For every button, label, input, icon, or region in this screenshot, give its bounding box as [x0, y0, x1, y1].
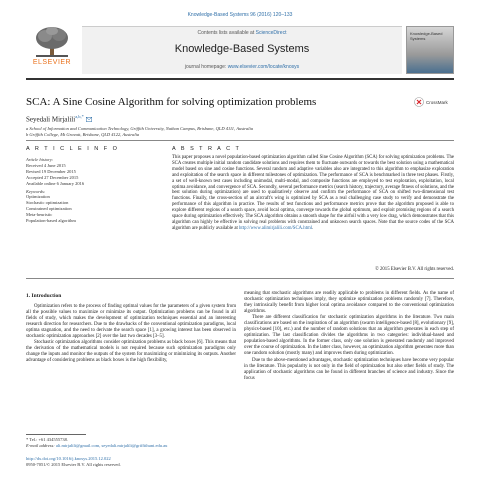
body-column-right	[244, 291, 454, 382]
footnote-rule	[26, 434, 86, 435]
crossmark-button[interactable]	[414, 96, 454, 108]
journal-cover-thumbnail[interactable]	[406, 26, 454, 74]
crossmark-label: CrossMark	[426, 99, 448, 105]
keyword: Population-based algorithm	[26, 218, 76, 223]
author-marks[interactable]: a,b,*	[75, 114, 84, 119]
journal-name: Knowledge-Based Systems	[174, 43, 310, 55]
intro-paragraph: Stochastic optimization algorithms consider optimization problems as black boxes [6]. This means that the derivation of the mathematical models is not required because such optimization paradigms only change the inputs and monitor the outputs of the system for maximizing or minimizing its outputs. Another advantage of considering problems as black boxes is the high flexibility,	[26, 340, 236, 364]
source-code-link[interactable]: http://www.alimirjalili.com/SCA.html	[239, 225, 313, 231]
article-title: SCA: A Sine Cosine Algorithm for solving optimization problems	[26, 96, 317, 108]
intro-heading: 1. Introduction	[26, 293, 62, 299]
footnote-corresponding: * Tel.: +61 434555738.	[26, 437, 69, 442]
author-email-link[interactable]: ali.mirjalili@gmail.com, seyedali.mirjalili@griffithuni.edu.au	[55, 443, 168, 448]
email-label: E-mail address:	[26, 443, 56, 448]
journal-homepage-link[interactable]: www.elsevier.com/locate/knosys	[227, 64, 300, 70]
keyword: Stochastic optimization	[26, 200, 69, 205]
info-top-rule	[26, 140, 454, 141]
footnote-doi	[26, 456, 236, 462]
sciencedirect-link[interactable]: ScienceDirect	[255, 30, 287, 36]
elsevier-logo[interactable]	[26, 26, 78, 74]
keyword: Constrained optimization	[26, 206, 72, 211]
doi-link[interactable]: http://dx.doi.org/10.1016/j.knosys.2015.12.022	[26, 456, 111, 461]
intro-paragraph: meaning that stochastic algorithms are readily applicable to problems in different fields. As the name of stochastic optimization techniques imply, they optimize optimization problems randomly [7]. Therefore, they intrinsically benefit from higher local optima avoidance compared to the conventional optimization algorithms.	[244, 291, 454, 315]
abstract-text: This paper proposes a novel population-based optimization algorithm called Sine Cosine Algorithm (SCA) for solving optimization problems. The SCA creates multiple initial random candidate solutions and requires them to fluctuate outwards or towards the best solution using a mathematical model based on sine and cosine functions. Several random and adaptive variables also are integrated to this algorithm to emphasize exploration and exploitation of the search space in different milestones of optimization. The performance of SCA is benchmarked in three test phases. Firstly, a set of well-known test cases including unimodal, multi-modal, and composite functions are employed to test exploration, exploitation, local optima avoidance, and convergence of SCA. Secondly, several performance metrics (search history, trajectory, average fitness of solutions, and the best solution during optimization) are used to qualitatively observe and confirm the performance of SCA on shifted two-dimensional test functions. Finally, the cross-section of an aircraft's wing is optimized by SCA as a real challenging case study to verify and demonstrate the performance of this algorithm in practice. The results of test functions and performance metrics prove that the algorithm proposed is able to explore different regions of a search space, avoid local optima, converge towards the global optimum, and exploit promising regions of a search space during optimization effectively. The SCA algorithm obtains a smooth shape for the airfoil with a very low drag, which demonstrates that this algorithm can highly be effective in solving real problems with constrained and unknown search spaces. Note that the source codes of the SCA algorithm are publicly available at	[172, 155, 454, 231]
keyword: Meta-heuristic	[26, 212, 53, 217]
publisher-logo-text: ELSEVIER	[32, 59, 72, 66]
author-name[interactable]: Seyedali Mirjalili	[26, 115, 76, 124]
journal-citation[interactable]: Knowledge-Based Systems 96 (2016) 120–133	[187, 12, 293, 18]
intro-paragraph: There are different classification for stochastic optimization algorithms in the literature. Two main classifications are based on the inspiration of an algorithm (swarm intelligence-based [8], evolutionary [9], physics-based [10], etc.) and the number of random solutions that an algorithm generates in each step of optimization. The last classification divides the algorithms in two categories: individual-based and population-based algorithms. In the former class, only one solution is generated randomly and improved over the course of optimization. In the latter class, however, an optimization algorithm generates more than one random solution (mostly many) and improves them during optimization.	[244, 315, 454, 357]
elsevier-tree-icon	[32, 26, 72, 58]
history-revised: Revised 19 December 2015	[26, 169, 76, 174]
keywords-label: Keywords:	[26, 189, 46, 194]
journal-homepage-line	[82, 64, 402, 70]
email-envelope-icon[interactable]	[86, 117, 92, 122]
keyword: Optimization	[26, 194, 50, 199]
abstract-end: .	[312, 225, 314, 231]
history-received: Received 4 June 2015	[26, 163, 66, 168]
footnote-issn: 0950-7051/© 2015 Elsevier B.V. All rights reserved.	[26, 462, 121, 467]
author-line	[26, 114, 92, 123]
history-online: Available online 6 January 2016	[26, 181, 85, 186]
abstract-bottom-rule	[26, 278, 454, 279]
affiliation-b: b Griffith College, Mt Gravatt, Brisbane, QLD 4122, Australia	[26, 132, 140, 137]
abstract-copyright: © 2015 Elsevier B.V. All rights reserved.	[375, 267, 454, 272]
article-info-panel	[26, 146, 146, 224]
journal-header	[82, 26, 402, 74]
contents-prefix: Contents lists available at	[197, 30, 256, 36]
intro-paragraph: Due to the above-mentioned advantages, stochastic optimization techniques have become very popular in the literature. This popularity is not only in the field of optimization but also other fields of study. The application of stochastic algorithms can be found in different branches of science and industry. Since the focus	[244, 357, 454, 381]
affiliation-a: a School of Information and Communication Technology, Griffith University, Nathan Campus, Brisbane, QLD 4111, Australia	[26, 126, 253, 131]
history-accepted: Accepted 27 December 2015	[26, 175, 79, 180]
article-info-heading: A R T I C L E I N F O	[26, 146, 119, 152]
header-rule	[26, 78, 454, 80]
crossmark-icon	[414, 97, 424, 107]
homepage-prefix: journal homepage:	[184, 64, 228, 70]
contents-line	[82, 30, 402, 36]
abstract-heading: A B S T R A C T	[172, 146, 241, 152]
intro-paragraph: Optimization refers to the process of finding optimal values for the parameters of a given system from all the possible values to maximize or minimize its output. Optimization problems can be found in all fields of study, which makes the development of optimization techniques essential and an interesting research direction for researchers. Due to the drawbacks of the conventional optimization paradigms, local optima stagnation, and the need to derivate the search space [1], a growing interest has been observed in stochastic optimization approaches [2] over the last two decades [3–5].	[26, 304, 236, 340]
body-column-left	[26, 291, 236, 365]
cover-title: Knowledge-Based Systems	[410, 31, 443, 41]
abstract-body	[172, 155, 454, 232]
history-label: Article history:	[26, 157, 54, 162]
footnote-email	[26, 443, 236, 449]
